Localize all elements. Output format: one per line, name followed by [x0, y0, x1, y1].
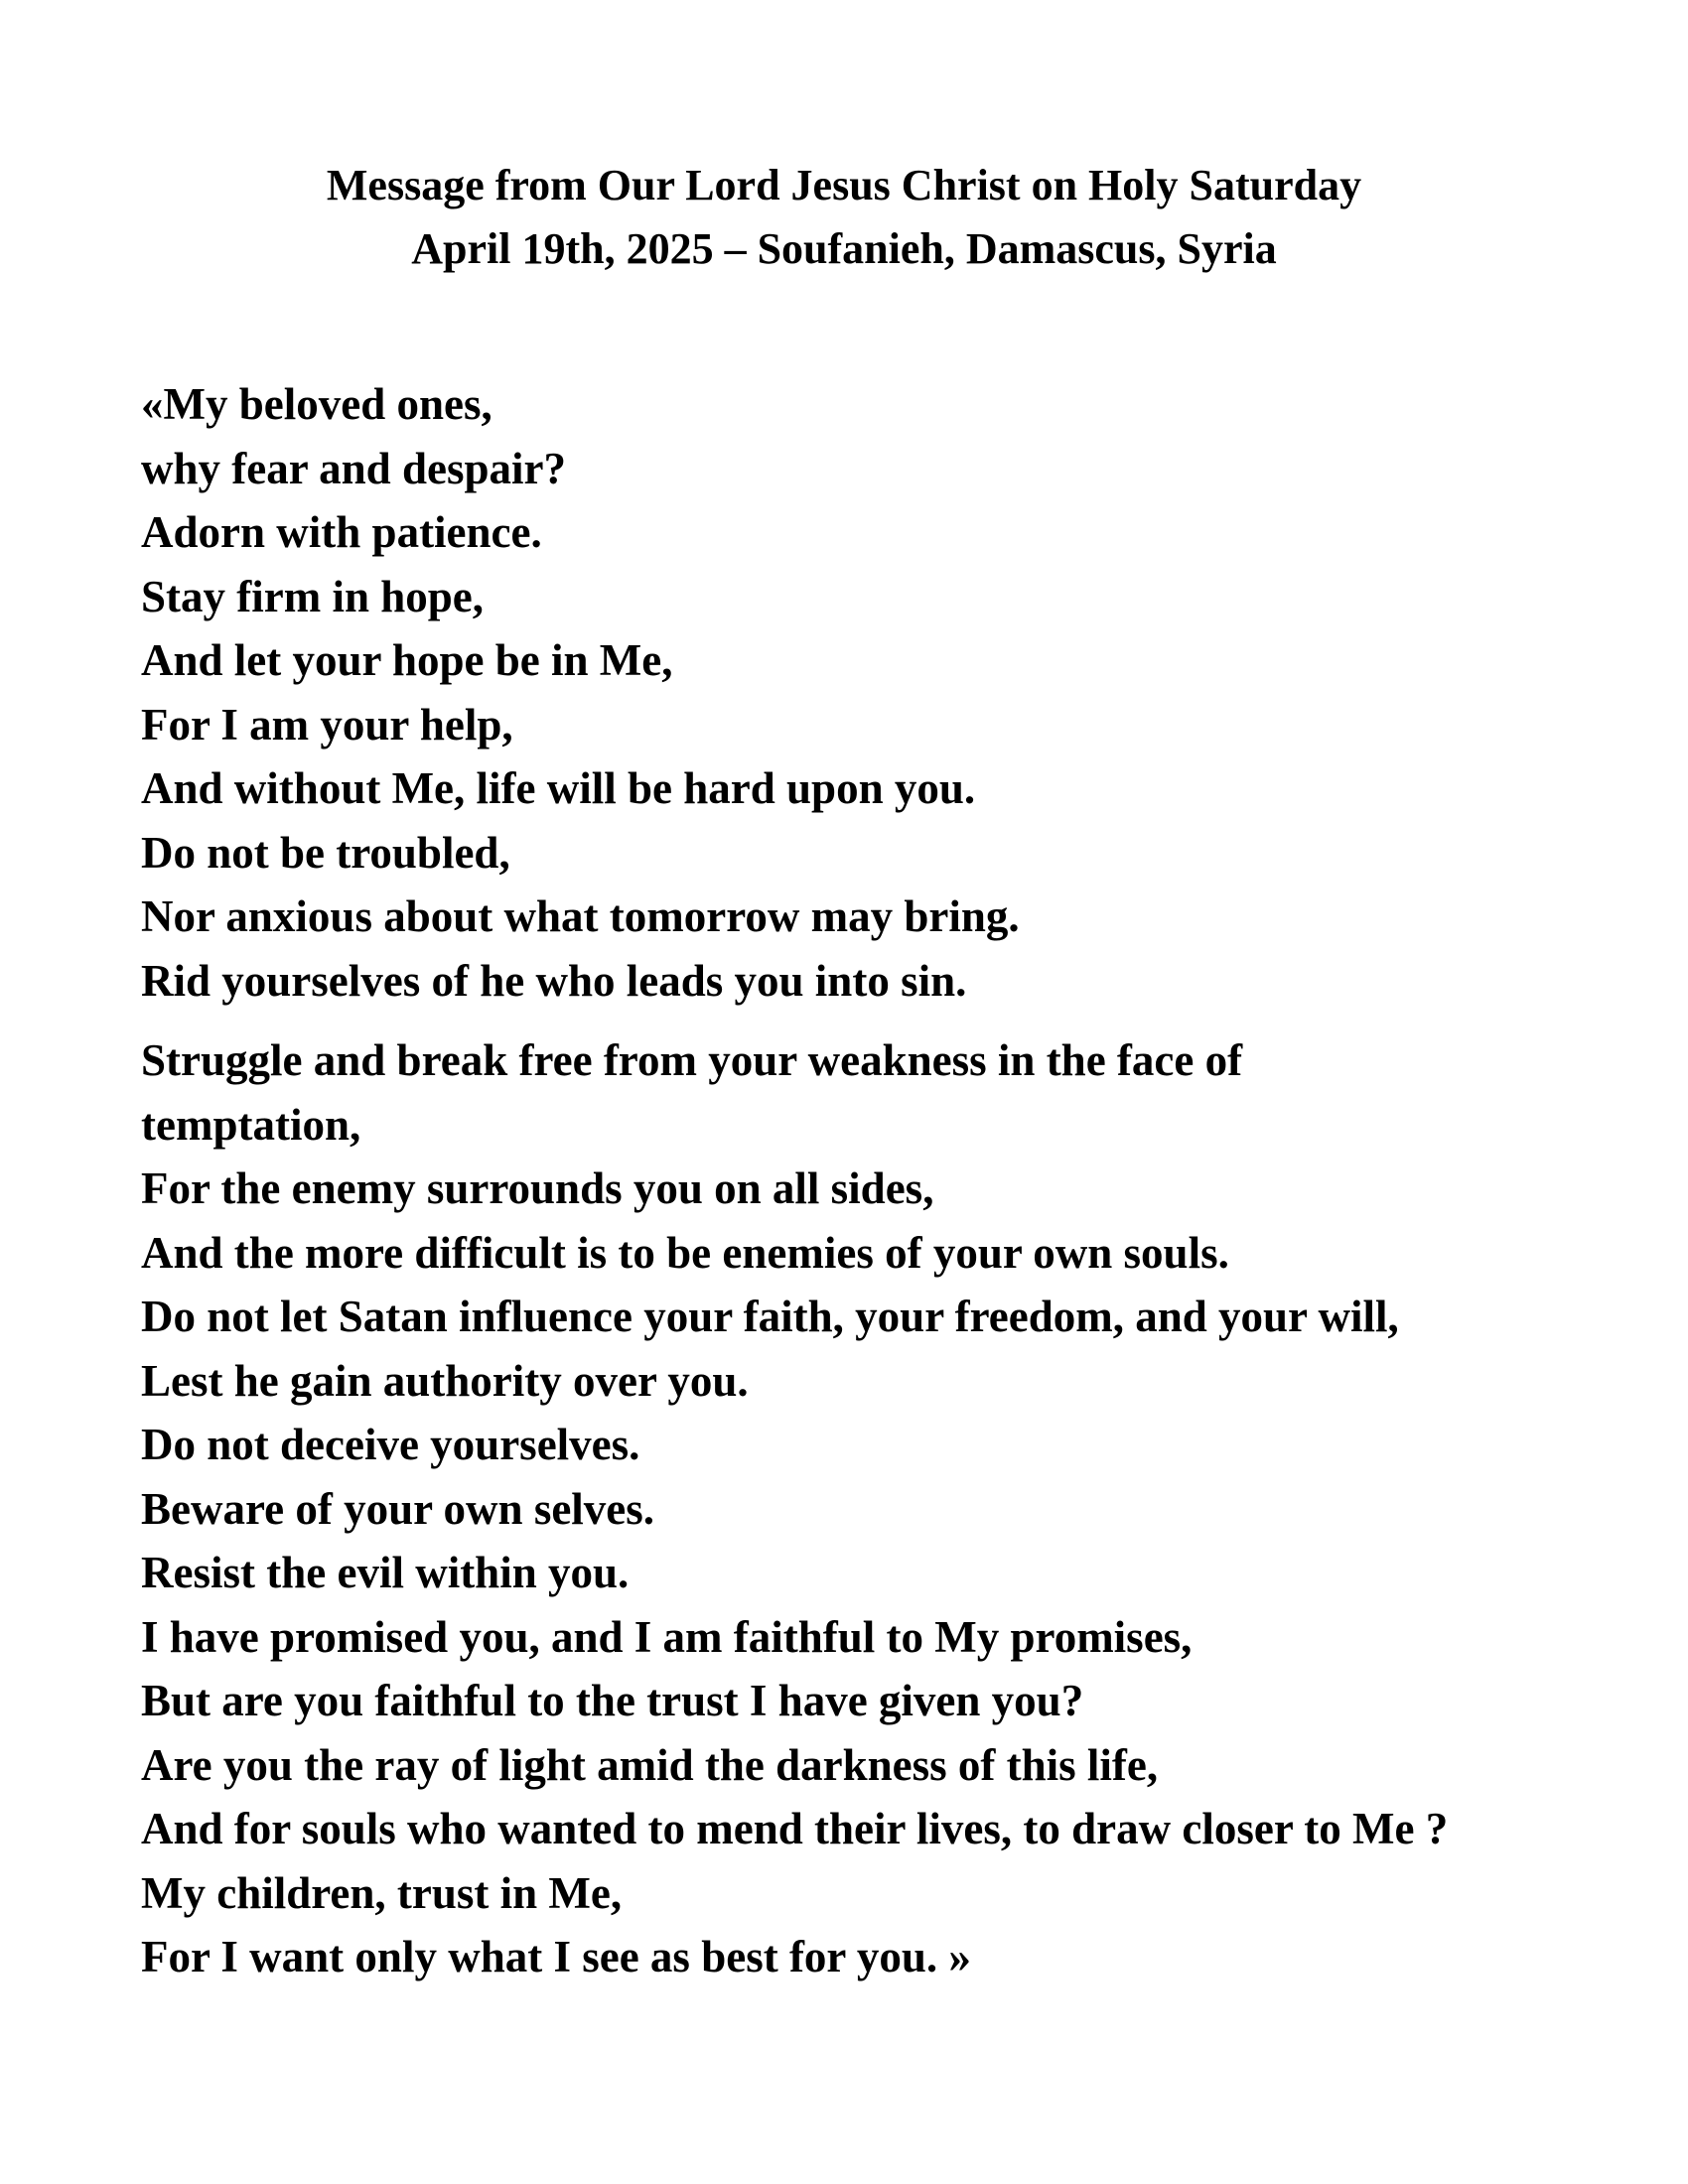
stanza-2	[141, 1028, 1611, 1989]
message-line: Rid yourselves of he who leads you into sin.	[141, 955, 967, 1006]
message-line: For the enemy surrounds you on all sides,	[141, 1163, 934, 1213]
message-line: My children, trust in Me,	[141, 1867, 623, 1918]
message-line: And let your hope be in Me,	[141, 635, 673, 685]
message-line: For I am your help,	[141, 699, 513, 750]
message-line: And without Me, life will be hard upon you.	[141, 763, 976, 813]
message-line: Are you the ray of light amid the darkness of this life,	[141, 1739, 1159, 1790]
message-line: Do not be troubled,	[141, 827, 510, 878]
message-line: But are you faithful to the trust I have given you?	[141, 1676, 1084, 1725]
message-line: Struggle and break free from your weakness in the face of	[141, 1035, 1243, 1085]
message-line: Stay firm in hope,	[141, 571, 485, 621]
message-line: Beware of your own selves.	[141, 1483, 655, 1534]
message-line: And for souls who wanted to mend their lives, to draw closer to Me ?	[141, 1804, 1449, 1853]
message-line: Resist the evil within you.	[141, 1548, 630, 1597]
message-heading	[0, 154, 1688, 281]
message-title: Message from Our Lord Jesus Christ on Holy Saturday	[326, 161, 1362, 209]
message-line: Adorn with patience.	[141, 507, 542, 557]
message-date-location: April 19th, 2025 – Soufanieh, Damascus, Syria	[411, 224, 1277, 273]
message-line: Do not let Satan influence your faith, your freedom, and your will,	[141, 1292, 1399, 1341]
message-line: why fear and despair?	[141, 443, 566, 493]
message-line: «My beloved ones,	[141, 379, 492, 429]
message-line: Lest he gain authority over you.	[141, 1355, 749, 1406]
message-line: I have promised you, and I am faithful to My promises,	[141, 1611, 1193, 1662]
message-line: Do not deceive yourselves.	[141, 1420, 640, 1469]
message-line: Nor anxious about what tomorrow may bring.	[141, 891, 1020, 941]
message-line: For I want only what I see as best for you. »	[141, 1932, 971, 1981]
stanza-1	[141, 372, 1611, 1013]
message-line: And the more difficult is to be enemies of your own souls.	[141, 1227, 1229, 1278]
message-line: temptation,	[141, 1099, 361, 1150]
message-body	[141, 372, 1611, 1989]
